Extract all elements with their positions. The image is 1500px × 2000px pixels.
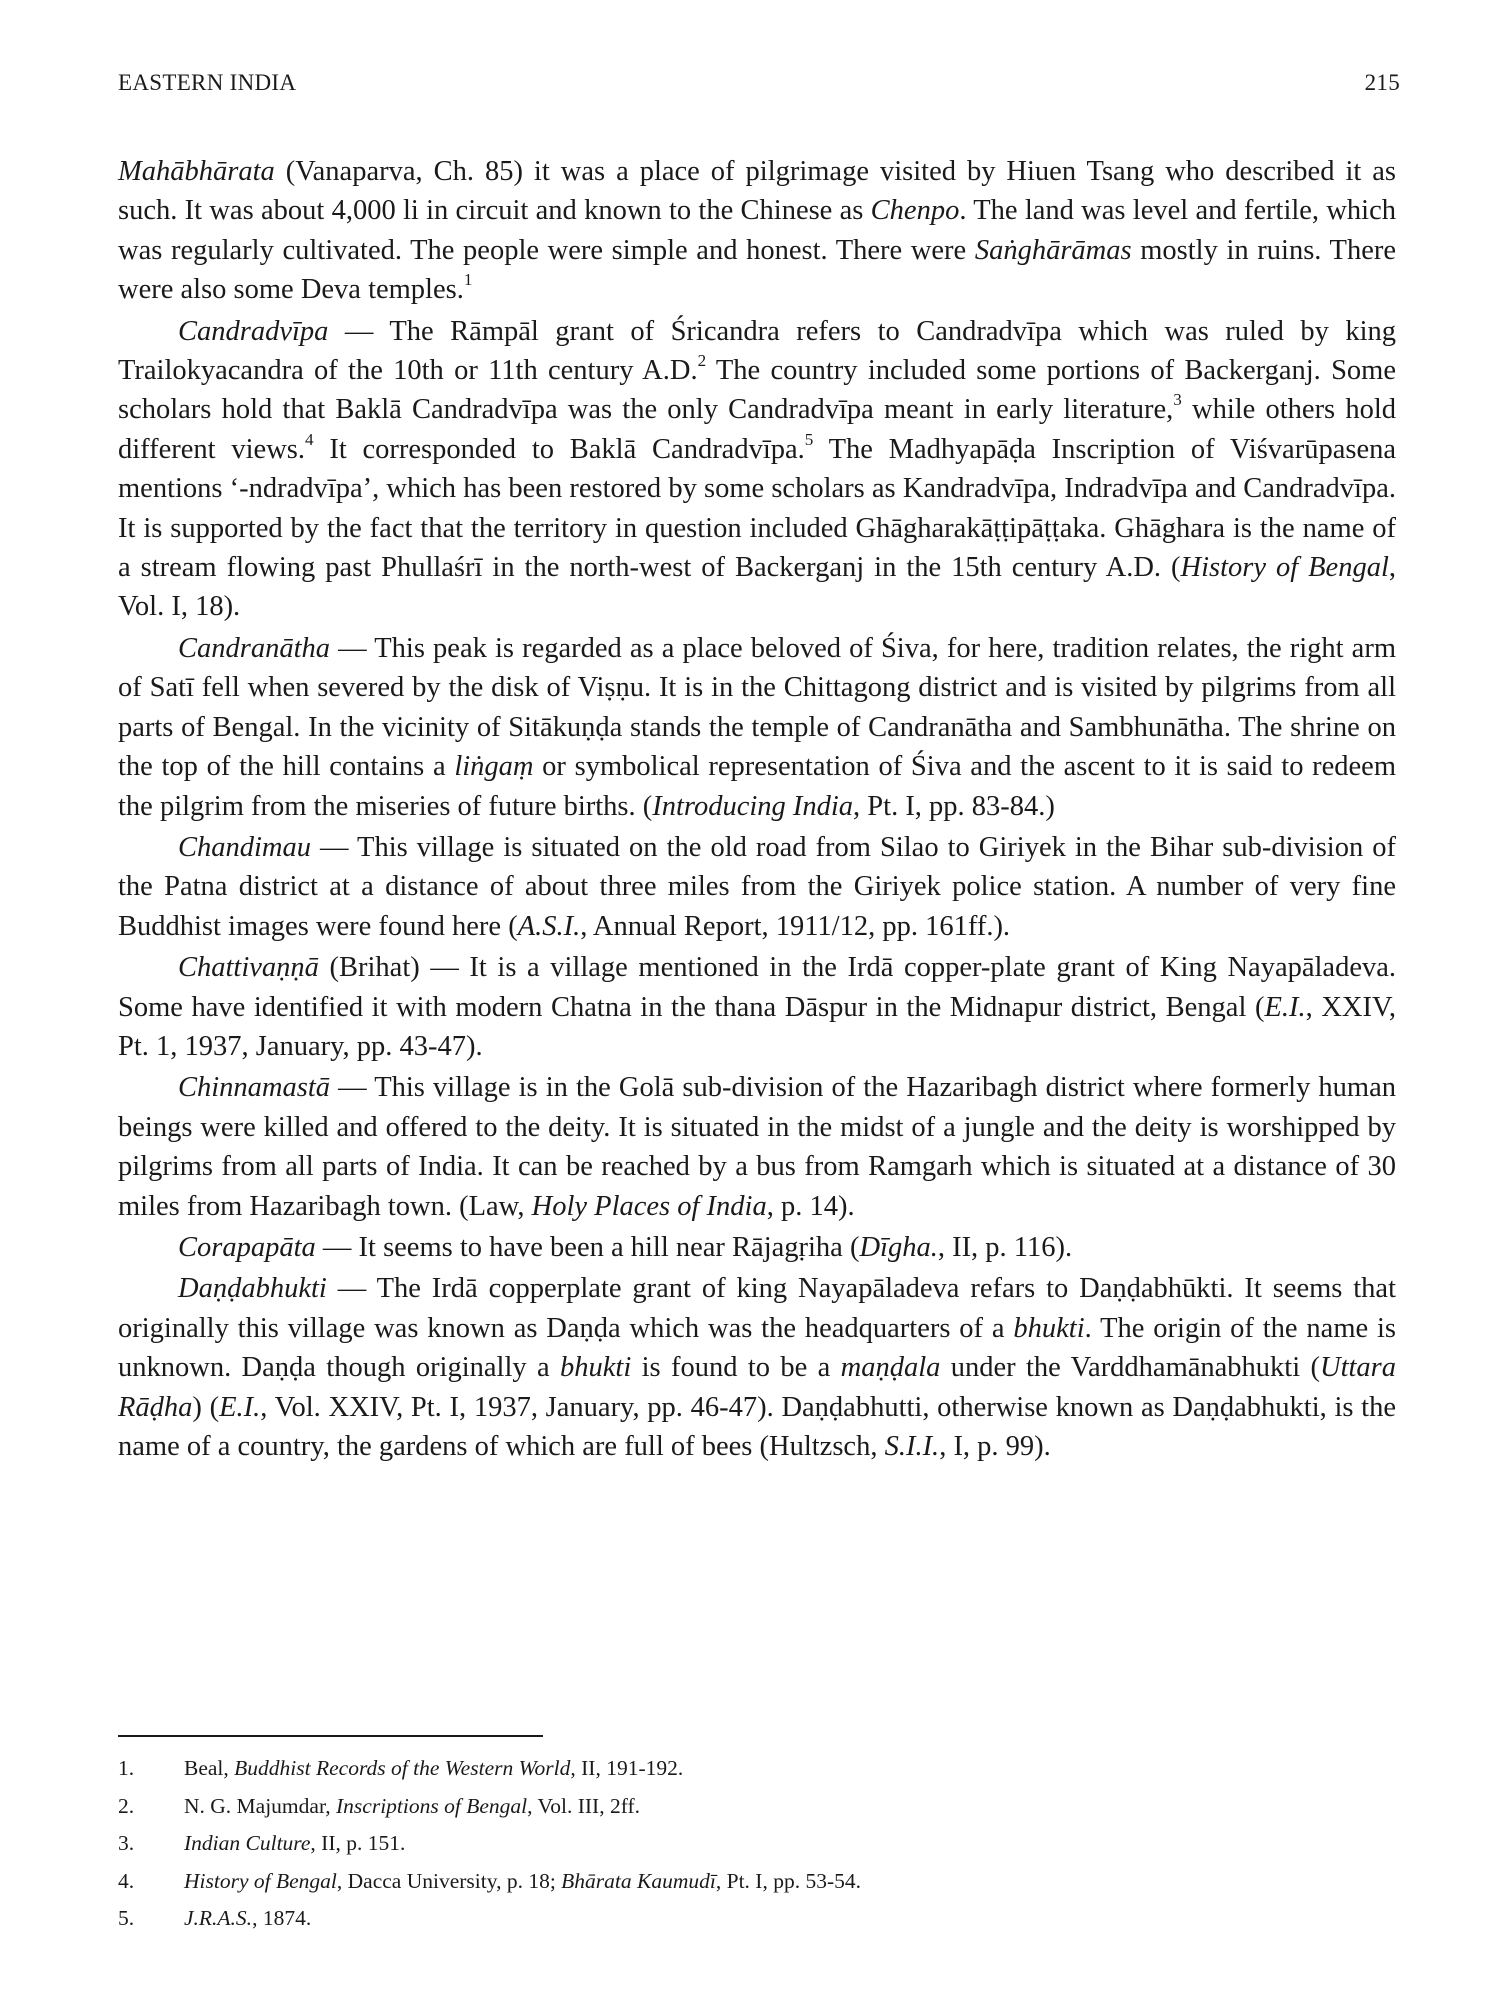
text-run: is found to be a: [631, 1352, 841, 1384]
gazetteer-entry: [118, 1228, 1396, 1267]
text-run: It corresponded to Baklā Candradvīpa.: [313, 433, 805, 465]
gazetteer-entry: [118, 1269, 1396, 1466]
footnote-ref: 4: [305, 430, 314, 450]
gazetteer-entry: [118, 1068, 1396, 1226]
italic-text: A.S.I.: [517, 910, 581, 942]
italic-text: Chinnamastā: [178, 1072, 331, 1104]
text-run: under the Varddhamānabhukti (: [940, 1352, 1320, 1384]
footnote-ref: 2: [697, 351, 707, 371]
italic-text: Inscriptions of Bengal: [336, 1793, 528, 1818]
text-run: while others hold different views.: [118, 394, 1396, 465]
italic-text: J.R.A.S.: [184, 1906, 253, 1930]
italic-text: maṇḍala: [840, 1352, 941, 1384]
text-run: . The land was level and fertile, which was regularly cultivated. The people were simple and honest. There were: [118, 195, 1396, 266]
text-run: , Pt. I, pp. 83-84.): [853, 790, 1055, 822]
footnote: [118, 1863, 1398, 1901]
italic-text: History of Bengal: [1180, 552, 1389, 584]
footnote-divider: [118, 1735, 543, 1737]
italic-text: Uttara Rāḍha: [118, 1352, 1396, 1423]
text-run: , I, p. 99).: [939, 1431, 1051, 1462]
text-run: , Pt. I, pp. 53-54.: [715, 1868, 861, 1893]
text-run: , Dacca University, p. 18;: [336, 1868, 562, 1893]
footnote-number: 1.: [118, 1756, 135, 1780]
text-run: , p. 14).: [766, 1190, 855, 1222]
text-run: (Vanaparva, Ch. 85) it was a place of pilgrimage visited by Hiuen Tsang who described it as such. It was about 4,000 li in circuit and known to the Chinese as: [118, 156, 1396, 227]
text-run: N. G. Majumdar,: [184, 1793, 337, 1818]
gazetteer-entry: [118, 312, 1396, 627]
italic-text: History of Bengal: [184, 1868, 337, 1893]
italic-text: liṅgaṃ: [454, 751, 534, 783]
text-run: Beal,: [184, 1756, 235, 1780]
text-run: , II, p. 151.: [310, 1831, 406, 1855]
text-run: The Madhyapāḍa Inscription of Viśvarūpasena mentions ‘-ndradvīpa’, which has been restored by some scholars as Kandradvīpa, Indradvīpa and Candradvīpa. It is supported by the fact that the territory in question included Ghāgharakāṭṭipāṭṭaka. Ghāghara is the name of a stream flowing past Phullaśrī in the north-west of Backerganj in the 15th century A.D. (: [118, 433, 1396, 584]
italic-text: Chenpo: [870, 195, 960, 227]
text-run: — This peak is regarded as a place beloved of Śiva, for here, tradition relates, the right arm of Satī fell when severed by the disk of Viṣṇu. It is in the Chittagong district and is visited by pilgrims from all parts of Bengal. In the vicinity of Sitākuṇḍa stands the temple of Candranātha and Sambhunātha. The shrine on the top of the hill contains a: [118, 632, 1396, 783]
gazetteer-entry: [118, 828, 1396, 946]
italic-text: bhukti: [560, 1352, 632, 1384]
italic-text: E.I.: [219, 1391, 261, 1423]
text-run: , XXIV, Pt. 1, 1937, January, pp. 43-47).: [118, 991, 1397, 1062]
text-run: — The Rāmpāl grant of Śricandra refers to Candradvīpa which was ruled by king Trailokyacandra of the 10th or 11th century A.D.: [118, 315, 1396, 387]
italic-text: Candradvīpa: [178, 315, 329, 347]
footnote-number: 2.: [118, 1793, 135, 1818]
text-run: ) (: [192, 1391, 220, 1423]
text-run: , Vol. XXIV, Pt. I, 1937, January, pp. 46-47). Daṇḍabhutti, otherwise known as Daṇḍabhukti, is the name of a country, the gardens of which are full of bees (Hultzsch,: [118, 1391, 1397, 1462]
footnote: [118, 1900, 1398, 1938]
italic-text: Daṇḍabhukti: [178, 1273, 327, 1305]
footnote-ref: 1: [463, 270, 473, 290]
footnote-ref: 5: [804, 430, 814, 450]
gazetteer-entry: [118, 629, 1396, 826]
text-run: or symbolical representation of Śiva and the ascent to it is said to redeem the pilgrim from the miseries of future births. (: [118, 751, 1396, 822]
text-run: , Annual Report, 1911/12, pp. 161ff.).: [580, 910, 1011, 942]
italic-text: Mahābhārata: [118, 156, 275, 187]
italic-text: Chandimau: [178, 831, 312, 863]
text-run: The country included some portions of Backerganj. Some scholars hold that Baklā Candradvīpa was the only Candradvīpa meant in early literature,: [118, 355, 1396, 426]
italic-text: Corapapāta: [178, 1231, 316, 1263]
text-run: , Vol. I, 18).: [118, 552, 1396, 623]
footnote: [118, 1825, 1398, 1863]
footnote: [118, 1750, 1398, 1788]
text-run: mostly in ruins. There were also some Deva temples.: [118, 234, 1396, 306]
text-run: , II, p. 116).: [937, 1231, 1073, 1263]
italic-text: Indian Culture: [184, 1831, 311, 1855]
footnote-text: [184, 1750, 683, 1788]
text-run: (Brihat) — It is a village mentioned in the Irdā copper-plate grant of King Nayapāladeva. Some have identified it with modern Chatna in the thana Dāspur in the Midnapur district, Bengal (: [118, 952, 1396, 1023]
footnote-number: 4.: [118, 1868, 135, 1893]
running-title: EASTERN INDIA: [118, 70, 297, 95]
text-run: , Vol. III, 2ff.: [527, 1793, 640, 1818]
footnote-ref: 3: [1173, 390, 1182, 410]
italic-text: Saṅghārāmas: [974, 234, 1132, 266]
text-run: , II, 191-192.: [570, 1756, 684, 1780]
italic-text: S.I.I.: [884, 1431, 940, 1462]
text-run: — This village is situated on the old road from Silao to Giriyek in the Bihar sub-division of the Patna district at a distance of about three miles from the Giriyek police station. A number of very fine Buddhist images were found here (: [118, 831, 1396, 942]
italic-text: bhukti: [1013, 1312, 1085, 1344]
italic-text: Dīgha.: [859, 1231, 938, 1263]
italic-text: Chattivaṇṇā: [178, 952, 319, 984]
footnote-text: [184, 1825, 405, 1863]
italic-text: Introducing India: [652, 790, 854, 822]
text-run: — It seems to have been a hill near Rājagṛiha (: [315, 1231, 860, 1263]
footnote-number: 3.: [118, 1831, 135, 1855]
paragraph: [118, 152, 1396, 310]
running-header: [118, 70, 1400, 96]
main-text: [118, 152, 1396, 1468]
text-run: , 1874.: [252, 1906, 312, 1930]
gazetteer-entry: [118, 948, 1396, 1066]
footnote: [118, 1788, 1398, 1826]
text-run: — This village is in the Golā sub-division of the Hazaribagh district where formerly human beings were killed and offered to the deity. It is situated in the midst of a jungle and the deity is worshipped by pilgrims from all parts of India. It can be reached by a bus from Ramgarh which is situated at a distance of 30 miles from Hazaribagh town. (Law,: [118, 1072, 1396, 1222]
text-run: . The origin of the name is unknown. Daṇḍa though originally a: [118, 1312, 1396, 1384]
italic-text: Holy Places of India: [531, 1190, 767, 1222]
footnote-text: [184, 1788, 640, 1826]
footnote-text: [184, 1863, 861, 1901]
italic-text: Buddhist Records of the Western World: [234, 1756, 571, 1780]
italic-text: E.I.: [1264, 991, 1306, 1023]
footnote-text: [184, 1900, 311, 1938]
text-run: — The Irdā copperplate grant of king Nayapāladeva refars to Daṇḍabhūkti. It seems that originally this village was known as Daṇḍa which was the headquarters of a: [118, 1273, 1396, 1344]
footnotes: [118, 1750, 1398, 1938]
footnote-number: 5.: [118, 1906, 135, 1930]
page-number: 215: [1364, 70, 1400, 95]
italic-text: Bhārata Kaumudī: [561, 1868, 716, 1893]
italic-text: Candranātha: [178, 632, 331, 664]
